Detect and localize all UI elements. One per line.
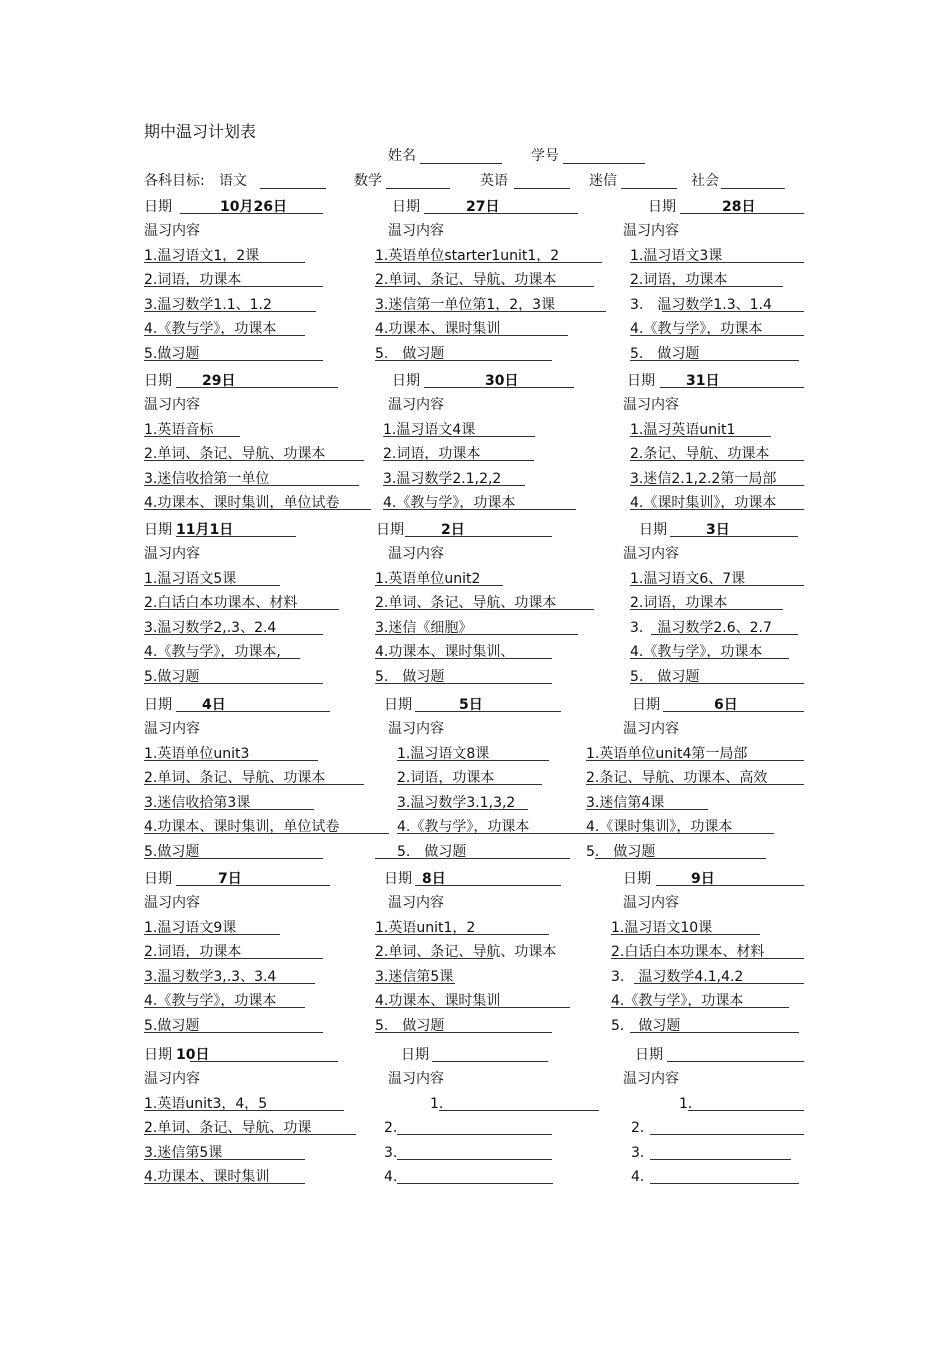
date-field[interactable] <box>176 711 330 712</box>
task-line[interactable] <box>634 983 804 984</box>
task-item: 1.温习语文4课 <box>383 422 476 438</box>
task-line[interactable] <box>630 335 804 336</box>
task-item: 3.迷信第5课 <box>144 1145 223 1161</box>
task-line[interactable] <box>630 1032 799 1033</box>
date-field[interactable] <box>667 1061 804 1062</box>
task-item: 4.《教与学》，功课本 <box>144 993 277 1009</box>
task-item: 2.词语，功课本 <box>144 944 242 960</box>
date-label: 日期 <box>392 373 420 389</box>
task-item: 1.英语单位unit2 <box>375 571 481 587</box>
content-label: 温习内容 <box>388 895 444 911</box>
task-item: 4.功课本、课时集训，单位试卷 <box>144 495 340 511</box>
task-item: 3.温习数学2,.3、2.4 <box>144 620 277 636</box>
task-item: 2.词语，功课本 <box>383 446 481 462</box>
date-value: 9日 <box>691 871 715 887</box>
task-line[interactable] <box>144 683 323 684</box>
task-item: 2.单词、条记、导航、功课本 <box>375 595 557 611</box>
date-label: 日期 <box>632 697 660 713</box>
task-line[interactable] <box>375 1007 570 1008</box>
content-label: 温习内容 <box>144 546 200 562</box>
task-item: 4.功课本、课时集训、 <box>375 644 515 660</box>
name-label: 姓名 <box>388 148 416 164</box>
task-item: 1.温习语文9课 <box>144 920 237 936</box>
date-label: 日期 <box>635 1047 663 1063</box>
task-item: 1.英语unit3，4，5 <box>144 1096 268 1112</box>
task-line[interactable] <box>144 1110 344 1111</box>
task-line[interactable] <box>375 934 549 935</box>
date-value: 3日 <box>706 522 730 538</box>
task-item: 1.英语单位unit3 <box>144 746 250 762</box>
task-line[interactable] <box>144 1159 305 1160</box>
goal-math-field[interactable] <box>386 188 450 189</box>
date-value: 5日 <box>459 697 483 713</box>
date-value: 11月1日 <box>176 522 234 538</box>
task-item: 2.词语，功课本 <box>144 272 242 288</box>
task-item: 2.单词、条记、导航、功课 <box>144 1120 312 1136</box>
date-value: 4日 <box>202 697 226 713</box>
task-line[interactable] <box>650 1183 799 1184</box>
task-line[interactable] <box>630 683 804 684</box>
task-item: 2.单词、条记、导航、功课本 <box>144 770 326 786</box>
date-field[interactable] <box>415 711 561 712</box>
task-item: 5. 做习题 <box>375 669 445 685</box>
task-item: 2.词语，功课本 <box>397 770 495 786</box>
task-line[interactable] <box>144 485 359 486</box>
task-line[interactable] <box>586 760 804 761</box>
task-item: 3.温习数学1.1、1.2 <box>144 297 272 313</box>
task-line[interactable] <box>375 262 602 263</box>
task-item: 2.词语，功课本 <box>630 272 728 288</box>
date-value: 29日 <box>202 373 236 389</box>
task-item: 3. 温习数学2.6、2.7 <box>630 620 772 636</box>
task-line[interactable] <box>650 1134 804 1135</box>
task-item: 3.迷信第4课 <box>586 795 665 811</box>
task-line[interactable] <box>662 311 804 312</box>
task-line[interactable] <box>439 1110 599 1111</box>
task-line[interactable] <box>144 1007 305 1008</box>
content-label: 温习内容 <box>144 721 200 737</box>
task-line[interactable] <box>586 833 774 834</box>
task-line[interactable] <box>397 809 528 810</box>
task-line[interactable] <box>586 784 804 785</box>
task-item: 2.白话白本功课本、材料 <box>144 595 298 611</box>
task-line[interactable] <box>651 634 798 635</box>
task-line[interactable] <box>144 335 305 336</box>
task-line[interactable] <box>397 784 542 785</box>
goal-chinese-field[interactable] <box>260 188 326 189</box>
task-line[interactable] <box>375 585 503 586</box>
task-line[interactable] <box>383 485 525 486</box>
task-line[interactable] <box>144 311 316 312</box>
date-field[interactable] <box>176 885 330 886</box>
task-line[interactable] <box>375 858 570 859</box>
date-field[interactable] <box>424 213 578 214</box>
page-title: 期中温习计划表 <box>144 122 257 141</box>
content-label: 温习内容 <box>388 546 444 562</box>
task-item: 4.《教与学》，功课本 <box>611 993 744 1009</box>
task-item: 4.功课本、课时集训，单位试卷 <box>144 819 340 835</box>
content-label: 温习内容 <box>144 397 200 413</box>
task-line[interactable] <box>630 609 783 610</box>
task-line[interactable] <box>144 934 280 935</box>
date-field[interactable] <box>660 387 804 388</box>
task-item: 5.做习题 <box>144 844 200 860</box>
task-line[interactable] <box>144 1032 323 1033</box>
task-line[interactable] <box>611 934 760 935</box>
task-item: 3. 温习数学1.3、1.4 <box>630 297 772 313</box>
task-item: 2.条记、导航、功课本 <box>630 446 770 462</box>
date-label: 日期 <box>401 1047 429 1063</box>
date-label: 日期 <box>384 697 412 713</box>
task-item: 4. <box>631 1169 645 1185</box>
task-line[interactable] <box>397 833 593 834</box>
task-item: 3.温习数学3.1,3,2 <box>397 795 516 811</box>
task-line[interactable] <box>144 1134 356 1135</box>
task-item: 4.《教与学》，功课本 <box>630 644 763 660</box>
task-item: 1.温习语文10课 <box>611 920 713 936</box>
content-label: 温习内容 <box>388 721 444 737</box>
task-item: 1.温习语文3课 <box>630 248 723 264</box>
task-line[interactable] <box>144 784 364 785</box>
content-label: 温习内容 <box>388 397 444 413</box>
date-value: 30日 <box>485 373 519 389</box>
goal-english-field[interactable] <box>514 188 570 189</box>
date-value: 10日 <box>176 1047 210 1063</box>
task-item: 2.词语，功课本 <box>630 595 728 611</box>
date-value: 8日 <box>422 871 446 887</box>
date-label: 日期 <box>384 871 412 887</box>
task-line[interactable] <box>144 585 280 586</box>
task-item: 5. 做习题 <box>586 844 656 860</box>
task-line[interactable] <box>375 286 594 287</box>
task-line[interactable] <box>375 958 493 959</box>
task-line[interactable] <box>144 609 339 610</box>
task-line[interactable] <box>375 311 606 312</box>
task-line[interactable] <box>144 958 323 959</box>
task-line[interactable] <box>144 983 315 984</box>
date-label: 日期 <box>623 871 651 887</box>
content-label: 温习内容 <box>144 1071 200 1087</box>
date-value: 31日 <box>686 373 720 389</box>
task-item: 4.《课时集训》，功课本 <box>586 819 733 835</box>
task-item: 2.条记、导航、功课本、高效 <box>586 770 768 786</box>
goal-english-label: 英语 <box>480 173 508 189</box>
task-line[interactable] <box>144 286 323 287</box>
date-label: 日期 <box>144 199 172 215</box>
task-line[interactable] <box>375 683 552 684</box>
task-line[interactable] <box>375 335 568 336</box>
date-label: 日期 <box>144 373 172 389</box>
task-item: 1.英语音标 <box>144 422 214 438</box>
task-item: 3. <box>384 1145 398 1161</box>
task-item: 1.英语单位starter1unit1，2 <box>375 248 560 264</box>
date-value: 28日 <box>722 199 756 215</box>
task-item: 4. <box>384 1169 398 1185</box>
task-item: 4.功课本、课时集训 <box>375 993 501 1009</box>
task-item: 4.《课时集训》，功课本 <box>630 495 777 511</box>
task-item: 2. <box>384 1120 398 1136</box>
task-item: 3.迷信收拾第一单位 <box>144 471 270 487</box>
goal-math-label: 数学 <box>354 173 382 189</box>
date-field[interactable] <box>670 536 798 537</box>
task-line[interactable] <box>144 760 318 761</box>
task-item: 1.温习语文5课 <box>144 571 237 587</box>
task-line[interactable] <box>630 585 804 586</box>
task-item: 5. 做习题 <box>630 669 700 685</box>
task-line[interactable] <box>375 634 578 635</box>
date-label: 日期 <box>144 697 172 713</box>
task-line[interactable] <box>397 760 549 761</box>
date-value: 27日 <box>466 199 500 215</box>
date-label: 日期 <box>376 522 404 538</box>
task-item: 3.温习数学3,.3、3.4 <box>144 969 277 985</box>
date-value: 6日 <box>714 697 738 713</box>
goal-social-field[interactable] <box>721 188 785 189</box>
content-label: 温习内容 <box>623 397 679 413</box>
task-item: 3.迷信收拾第3课 <box>144 795 251 811</box>
task-item: 4.《教与学》，功课本 <box>630 321 763 337</box>
task-item: 3.迷信第5课 <box>375 969 454 985</box>
content-label: 温习内容 <box>388 223 444 239</box>
task-item: 5.做习题 <box>144 346 200 362</box>
task-line[interactable] <box>383 436 535 437</box>
task-item: 2.单词、条记、导航、功课本 <box>375 272 557 288</box>
goal-chinese-label: 语文 <box>219 173 247 189</box>
task-line[interactable] <box>383 509 576 510</box>
task-line[interactable] <box>144 262 305 263</box>
task-item: 3. 温习数学4.1,4.2 <box>611 969 744 985</box>
task-line[interactable] <box>144 436 240 437</box>
content-label: 温习内容 <box>144 223 200 239</box>
date-field[interactable] <box>656 885 804 886</box>
content-label: 温习内容 <box>144 895 200 911</box>
task-item: 3. <box>631 1145 645 1161</box>
task-line[interactable] <box>144 658 300 659</box>
task-item: 1.温习英语unit1 <box>630 422 736 438</box>
task-line[interactable] <box>375 658 552 659</box>
task-item: 5. 做习题 <box>375 1018 445 1034</box>
task-item: 4.功课本、课时集训 <box>375 321 501 337</box>
goals-label: 各科目标: <box>144 173 205 189</box>
task-line[interactable] <box>611 1007 789 1008</box>
date-field[interactable] <box>432 1061 548 1062</box>
task-line[interactable] <box>144 360 323 361</box>
task-item: 3.温习数学2.1,2,2 <box>383 471 502 487</box>
task-line[interactable] <box>595 858 766 859</box>
content-label: 温习内容 <box>623 223 679 239</box>
task-item: 1.温习语文1，2课 <box>144 248 260 264</box>
goal-science-label: 迷信 <box>589 173 617 189</box>
task-line[interactable] <box>630 436 771 437</box>
task-line[interactable] <box>630 262 804 263</box>
date-label: 日期 <box>648 199 676 215</box>
task-line[interactable] <box>630 509 804 510</box>
date-field[interactable] <box>190 1061 338 1062</box>
task-line[interactable] <box>630 286 783 287</box>
task-line[interactable] <box>397 1134 552 1135</box>
task-item: 4.《教与学》，功课本, <box>144 644 281 660</box>
task-line[interactable] <box>630 460 804 461</box>
task-line[interactable] <box>630 658 789 659</box>
task-item: 1.温习语文6、7课 <box>630 571 746 587</box>
task-item: 4.《教与学》，功课本 <box>397 819 530 835</box>
date-label: 日期 <box>392 199 420 215</box>
task-item: 1.英语单位unit4第一局部 <box>586 746 748 762</box>
task-item: 4.《教与学》，功课本 <box>383 495 516 511</box>
task-line[interactable] <box>144 460 364 461</box>
task-line[interactable] <box>144 634 323 635</box>
date-value: 2日 <box>441 522 465 538</box>
task-item: 1.英语unit1，2 <box>375 920 476 936</box>
task-line[interactable] <box>144 833 389 834</box>
task-line[interactable] <box>586 809 708 810</box>
content-label: 温习内容 <box>623 1071 679 1087</box>
date-field[interactable] <box>405 536 552 537</box>
date-label: 日期 <box>144 522 172 538</box>
task-line[interactable] <box>144 809 314 810</box>
task-item: 2.单词、条记、导航、功课本 <box>144 446 326 462</box>
task-item: 3.迷信《细胞》 <box>375 620 473 636</box>
task-line[interactable] <box>375 1032 552 1033</box>
content-label: 温习内容 <box>623 721 679 737</box>
task-line[interactable] <box>650 1159 791 1160</box>
task-item: 5.做习题 <box>144 1018 200 1034</box>
task-item: 5. 做习题 <box>611 1018 681 1034</box>
date-value: 10月26日 <box>220 199 287 215</box>
task-item: 2. <box>631 1120 645 1136</box>
date-label: 日期 <box>627 373 655 389</box>
name-field[interactable] <box>420 163 502 164</box>
task-item: 5. 做习题 <box>375 346 445 362</box>
content-label: 温习内容 <box>623 895 679 911</box>
date-label: 日期 <box>639 522 667 538</box>
content-label: 温习内容 <box>388 1071 444 1087</box>
task-item: 5.做习题 <box>144 669 200 685</box>
task-line[interactable] <box>375 609 594 610</box>
date-label: 日期 <box>144 1047 172 1063</box>
goal-social-label: 社会 <box>691 173 719 189</box>
task-item: 5. 做习题 <box>630 346 700 362</box>
task-line[interactable] <box>611 958 804 959</box>
task-item: 3.迷信第一单位第1，2，3课 <box>375 297 556 313</box>
task-line[interactable] <box>397 1159 552 1160</box>
task-line[interactable] <box>144 1183 305 1184</box>
date-field[interactable] <box>176 387 338 388</box>
goal-science-field[interactable] <box>621 188 677 189</box>
task-line[interactable] <box>630 360 799 361</box>
task-line[interactable] <box>688 1110 804 1111</box>
task-line[interactable] <box>144 858 323 859</box>
task-item: 1. <box>679 1096 693 1112</box>
task-item: 4.《教与学》，功课本 <box>144 321 277 337</box>
id-label: 学号 <box>531 148 559 164</box>
task-line[interactable] <box>397 1183 553 1184</box>
task-item: 1. <box>430 1096 444 1112</box>
date-value: 7日 <box>218 871 242 887</box>
task-line[interactable] <box>383 460 534 461</box>
date-label: 日期 <box>144 871 172 887</box>
task-item: 2.单词、条记、导航、功课本 <box>375 944 557 960</box>
task-item: 5. 做习题 <box>397 844 467 860</box>
task-item: 3.迷信2.1,2.2第一局部 <box>630 471 777 487</box>
task-line[interactable] <box>630 485 804 486</box>
task-line[interactable] <box>144 509 371 510</box>
content-label: 温习内容 <box>623 546 679 562</box>
task-line[interactable] <box>375 983 455 984</box>
id-field[interactable] <box>563 163 645 164</box>
task-item: 4.功课本、课时集训 <box>144 1169 270 1185</box>
task-line[interactable] <box>375 360 552 361</box>
task-item: 2.白话白本功课本、材料 <box>611 944 765 960</box>
task-item: 1.温习语文8课 <box>397 746 490 762</box>
